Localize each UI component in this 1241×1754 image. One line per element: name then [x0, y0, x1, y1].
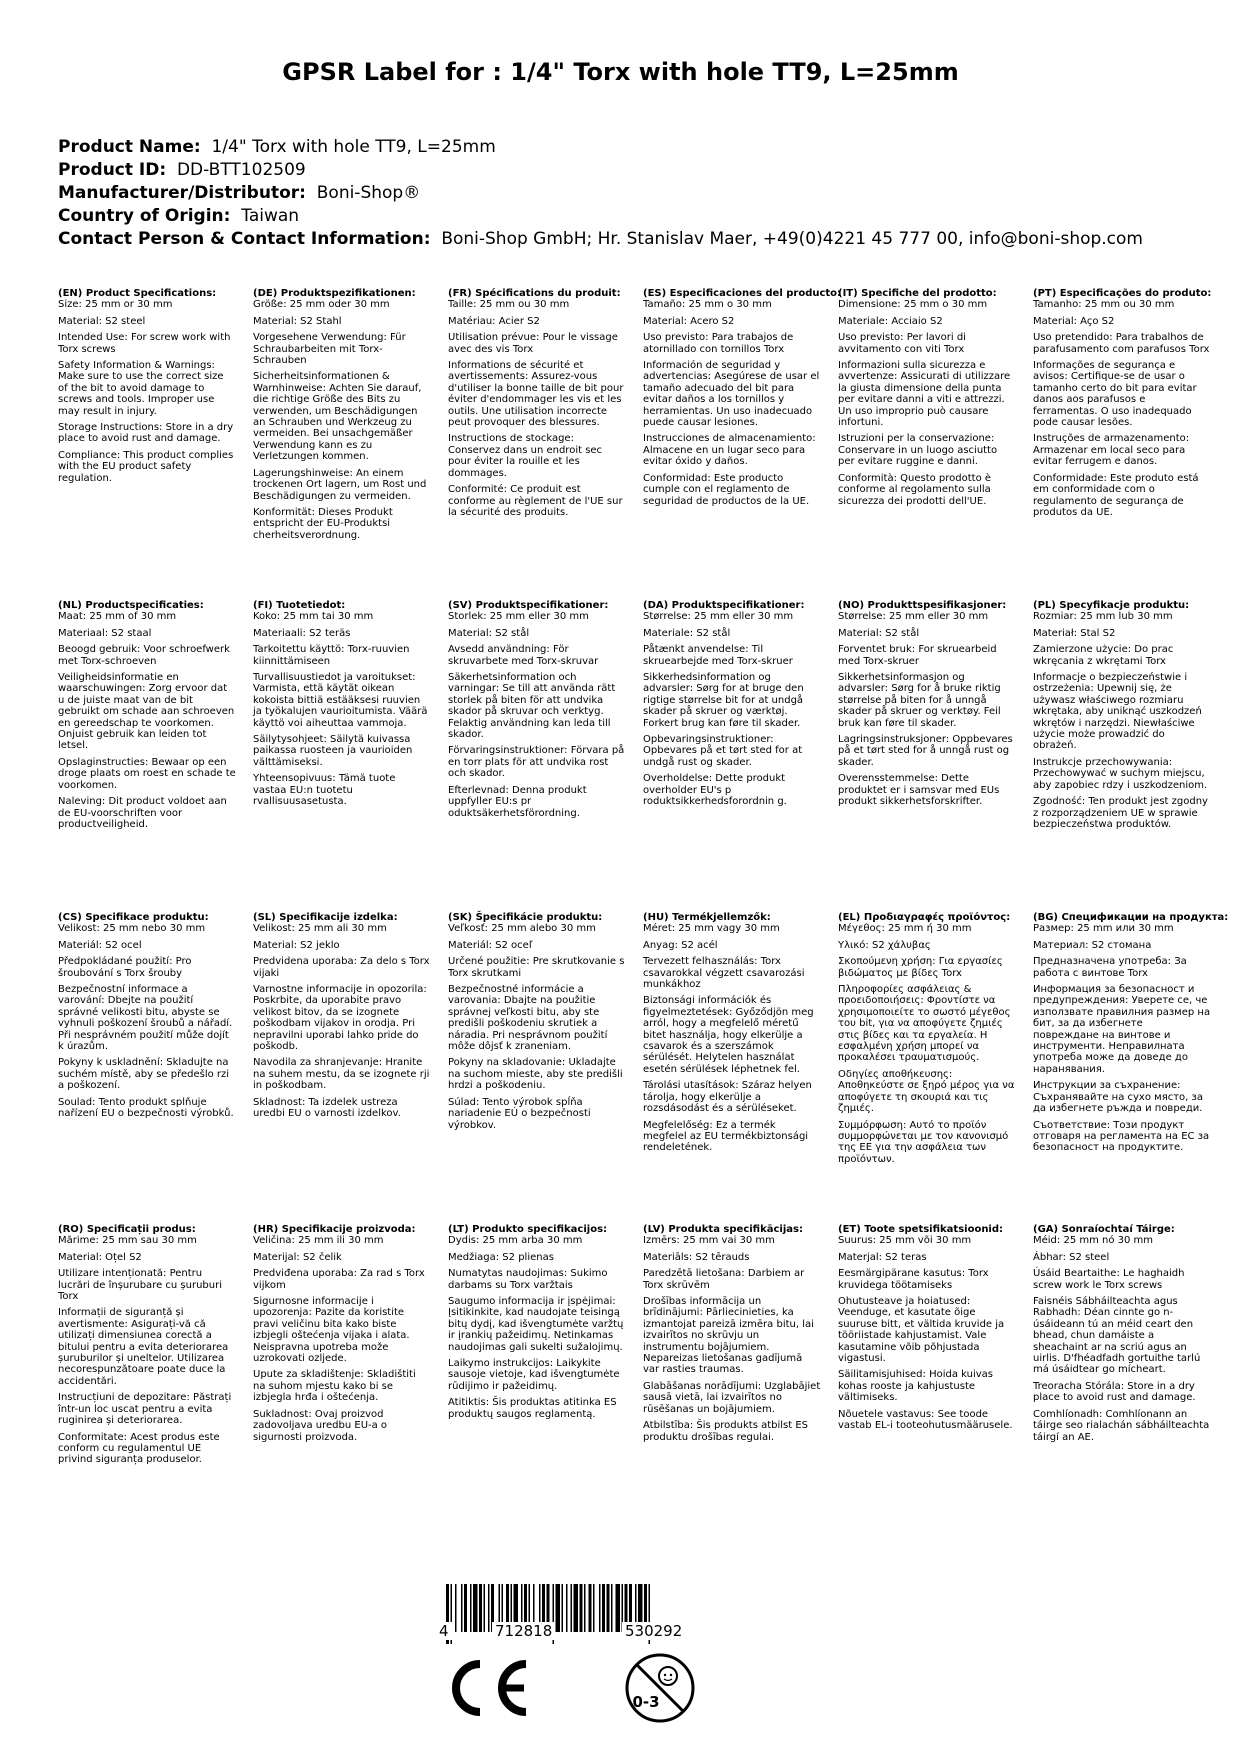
section-paragraph: Conformidad: Este producto cumple con el reglamento de seguridad de productos de la UE.	[643, 472, 810, 507]
section-paragraph: Conformità: Questo prodotto è conforme al regolamento sulla sicurezza dei prodotti dell'UE.	[838, 472, 992, 507]
section-paragraph: Soulad: Tento produkt splňuje nařízení EU o bezpečnosti výrobků.	[58, 1096, 234, 1120]
section-title: (EL) Προδιαγραφές προϊόντος:	[838, 912, 1011, 923]
info-label: Manufacturer/Distributor:	[58, 183, 306, 203]
language-section	[1033, 288, 1211, 523]
language-section	[58, 1224, 236, 1471]
section-paragraph: Opslaginstructies: Bewaar op een droge plaats om roest en schade te voorkomen.	[58, 756, 236, 791]
section-paragraph: Material: Oțel S2	[58, 1251, 142, 1263]
section-paragraph: Material: S2 jeklo	[253, 939, 340, 951]
language-section	[838, 600, 1016, 813]
section-paragraph: Predvidena uporaba: Za delo s Torx vijaki	[253, 956, 430, 979]
section-paragraph: Συμμόρφωση: Αυτό το προϊόν συμμορφώνεται με τον κανονισμό της ΕΕ για την ασφάλεια των προϊόντων.	[838, 1119, 1009, 1165]
section-title: (SK) Špecifikácie produktu:	[448, 912, 603, 923]
section-title: (ET) Toote spetsifikatsioonid:	[838, 1224, 1004, 1235]
section-paragraph: Megfelelőség: Ez a termék megfelel az EU termékbiztonsági rendeletének.	[643, 1119, 809, 1154]
section-paragraph: Material: Aço S2	[1033, 315, 1115, 327]
section-paragraph: Bezpečnostní informace a varování: Dbejte na použití správné velikosti bitu, abyste se vyhnuli poškození šroubů a nářadí. Při nesprávném použití může dojít k úrazům.	[58, 984, 233, 1053]
section-paragraph: Předpokládané použití: Pro šroubování s Torx šrouby	[58, 956, 192, 979]
section-paragraph: Eesmärgipärane kasutus: Torx kruvidega töötamiseks	[838, 1268, 989, 1291]
section-paragraph: Comhlíonadh: Comhlíonann an táirge seo rialachán sábháilteachta táirgí an AE.	[1033, 1408, 1210, 1443]
section-paragraph: Materiaal: S2 staal	[58, 627, 152, 639]
section-paragraph: Informazioni sulla sicurezza e avvertenze: Assicurati di utilizzare la giusta dimensione della punta per evitare danni a viti e attrezzi. Un uso improprio può causare infortuni.	[838, 360, 1011, 429]
section-paragraph: Overholdelse: Dette produkt overholder EU's p roduktsikkerhedsforordnin g.	[643, 773, 787, 808]
section-paragraph: Uso previsto: Para trabajos de atornillado con tornillos Torx	[643, 332, 794, 355]
section-paragraph: Skladnost: Ta izdelek ustreza uredbi EU o varnosti izdelkov.	[253, 1096, 401, 1120]
section-paragraph: Paredzētā lietošana: Darbiem ar Torx skrūvēm	[643, 1268, 805, 1291]
info-value: Boni-Shop GmbH; Hr. Stanislav Maer, +49(0)4221 45 777 00, info@boni-shop.com	[441, 229, 1143, 249]
section-title: (GA) Sonraíochtaí Táirge:	[1033, 1224, 1175, 1235]
barcode-digits-left: 712818	[492, 1622, 555, 1640]
language-section	[838, 288, 1016, 512]
section-paragraph: Vorgesehene Verwendung: Für Schraubarbeiten mit Torx-Schrauben	[253, 332, 406, 367]
section-paragraph: Uso previsto: Per lavori di avvitamento con viti Torx	[838, 332, 966, 355]
section-paragraph: Påtænkt anvendelse: Til skruearbejde med Torx-skruer	[643, 644, 793, 667]
section-paragraph: Ábhar: S2 steel	[1033, 1251, 1110, 1263]
product-info	[58, 136, 1143, 251]
section-paragraph: Tervezett felhasználás: Torx csavarokkal végzett csavarozási munkákhoz	[643, 956, 805, 991]
section-paragraph: Storage Instructions: Store in a dry place to avoid rust and damage.	[58, 422, 234, 445]
section-paragraph: Velikost: 25 mm nebo 30 mm	[58, 923, 206, 935]
not-for-children-0-3-icon	[624, 1652, 696, 1724]
section-title: (ES) Especificaciones del producto:	[643, 288, 842, 299]
section-paragraph: Koko: 25 mm tai 30 mm	[253, 611, 374, 623]
section-paragraph: Opbevaringsinstruktioner: Opbevares på et tørt sted for at undgå rust og skader.	[643, 734, 803, 768]
section-paragraph: Sicherheitsinformationen & Warnhinweise: Achten Sie darauf, die richtige Größe des Bits zu verwenden, um Beschädigungen an Schrauben und Werkzeug zu vermeiden. Bei unsachgemäßer Verwendung kann es zu Verletzungen kommen.	[253, 371, 422, 463]
section-paragraph: Veiligheidsinformatie en waarschuwingen: Zorg ervoor dat u de juiste maat van de bit gebruikt om schade aan schroeven en gereedschap te voorkomen. Onjuist gebruik kan leiden tot letsel.	[58, 672, 235, 752]
section-paragraph: Drošības informācija un brīdinājumi: Pārliecinieties, ka izmantojat pareizā izmēra bitu, lai izvairītos no skrūvju un instrumentu bojājumiem. Nepareizas lietošanas gadījumā var rasties traumas.	[643, 1296, 814, 1376]
section-paragraph: Atbilstība: Šis produkts atbilst ES produktu drošības regulai.	[643, 1420, 809, 1443]
page-title: GPSR Label for : 1/4" Torx with hole TT9, L=25mm	[282, 58, 959, 86]
section-paragraph: Material: S2 steel	[58, 315, 146, 327]
section-paragraph: Material: S2 stål	[838, 627, 920, 639]
language-section	[253, 288, 431, 546]
section-title: (HU) Termékjellemzők:	[643, 912, 771, 923]
section-paragraph: Size: 25 mm or 30 mm	[58, 299, 173, 311]
language-section	[838, 912, 1016, 1170]
section-paragraph: Biztonsági információk és figyelmeztetések: Győződjön meg arról, hogy a megfelelő méretű bitet használja, hogy elkerülje a csavarok és a szerszámok sérülését. Helytelen használat esetén sérülések léphetnek fel.	[643, 995, 814, 1075]
section-paragraph: Utilisation prévue: Pour le vissage avec des vis Torx	[448, 332, 618, 355]
section-paragraph: Informații de siguranță și avertismente: Asigurați-vă că utilizați dimensiunea corectă a bitului pentru a evita deteriorarea șuruburilor și uneltelor. Utilizarea necorespunzătoare poate duce la accidentări.	[58, 1307, 229, 1387]
section-paragraph: Zamierzone użycie: Do prac wkręcania z wkrętami Torx	[1033, 644, 1174, 667]
section-paragraph: Zgodność: Ten produkt jest zgodny z rozporządzeniem UE w sprawie bezpieczeństwa produktów.	[1033, 796, 1208, 830]
section-paragraph: Instructions de stockage: Conservez dans un endroit sec pour éviter la rouille et les dommages.	[448, 433, 603, 479]
section-paragraph: Faisnéis Sábháilteachta agus Rabhadh: Déan cinnte go n-úsáideann tú an méid ceart den bhead, chun damáiste a sheachaint ar na scriú agus an uirlis. D'fhéadfadh gortuithe tarlú má úsáidtear go mícheart.	[1033, 1296, 1201, 1376]
section-title: (PT) Especificações do produto:	[1033, 288, 1212, 299]
section-paragraph: Materiaali: S2 teräs	[253, 627, 351, 639]
section-paragraph: Materiál: S2 ocel	[58, 939, 142, 951]
language-section	[1033, 600, 1211, 835]
section-paragraph: Tamanho: 25 mm ou 30 mm	[1033, 299, 1175, 311]
section-paragraph: Tárolási utasítások: Száraz helyen tárolja, hogy elkerülje a rozsdásodást és a sérüléseket.	[643, 1080, 812, 1115]
section-title: (LT) Produkto specifikacijos:	[448, 1224, 608, 1235]
section-paragraph: Størrelse: 25 mm eller 30 mm	[838, 611, 989, 623]
section-paragraph: Storlek: 25 mm eller 30 mm	[448, 611, 589, 623]
section-paragraph: Safety Information & Warnings: Make sure to use the correct size of the bit to avoid damage to screws and tools. Improper use may result in injury.	[58, 360, 224, 417]
info-label: Contact Person & Contact Information:	[58, 229, 431, 249]
section-paragraph: Material: S2 Stahl	[253, 315, 342, 327]
section-paragraph: Saugumo informacija ir įspėjimai: Įsitikinkite, kad naudojate teisingą bitų dydį, kad išvengtumėte varžtų ir įrankių pažeidimų. Netinkamas naudojimas gali sukelti sužalojimų.	[448, 1296, 624, 1353]
section-paragraph: Materijal: S2 čelik	[253, 1251, 342, 1263]
section-paragraph: Sigurnosne informacije i upozorenja: Pazite da koristite pravi veličinu bita kako biste izbjegli oštećenja vijaka i alata. Neispravna upotreba može uzrokovati ozljede.	[253, 1296, 410, 1365]
section-paragraph: Tarkoitettu käyttö: Torx-ruuvien kiinnittämiseen	[253, 644, 410, 667]
section-paragraph: Laikymo instrukcijos: Laikykite sausoje vietoje, kad išvengtumėte rūdijimo ir pažeidimų.	[448, 1358, 620, 1392]
section-paragraph: Materjal: S2 teras	[838, 1251, 927, 1263]
age-range-label: 0-3	[632, 1693, 660, 1711]
section-paragraph: Anyag: S2 acél	[643, 939, 718, 951]
section-paragraph: Veľkosť: 25 mm alebo 30 mm	[448, 923, 596, 935]
section-paragraph: Mărime: 25 mm sau 30 mm	[58, 1235, 197, 1247]
section-paragraph: Größe: 25 mm oder 30 mm	[253, 299, 390, 311]
section-paragraph: Sikkerhetsinformasjon og advarsler: Sørg for å bruke riktig størrelse på biten for å unngå skader på skruer og verktøy. Feil bruk kan føre til skader.	[838, 672, 1001, 729]
section-paragraph: Bezpečnostné informácie a varovania: Dbajte na použitie správnej veľkosti bitu, aby ste predišli poškodeniu skrutiek a náradia. Pri nesprávnom použití môže dôjsť k zraneniam.	[448, 984, 608, 1053]
section-paragraph: Materiale: Acciaio S2	[838, 315, 943, 327]
language-section	[58, 600, 236, 835]
section-paragraph: Størrelse: 25 mm eller 30 mm	[643, 611, 794, 623]
section-paragraph: Numatytas naudojimas: Sukimo darbams su Torx varžtais	[448, 1268, 608, 1291]
section-paragraph: Konformität: Dieses Produkt entspricht der EU-Produktsi cherheitsverordnung.	[253, 506, 393, 541]
section-paragraph: Predviđena uporaba: Za rad s Torx vijkom	[253, 1268, 425, 1291]
section-title: (SV) Produktspecifikationer:	[448, 600, 609, 611]
section-paragraph: Μέγεθος: 25 mm ή 30 mm	[838, 923, 972, 935]
language-section	[58, 288, 236, 489]
language-section	[253, 912, 431, 1125]
section-paragraph: Glabāšanas norādījumi: Uzglabājiet sausā vietā, lai izvairītos no rūsēšanas un bojājumiem.	[643, 1380, 821, 1415]
manufacturer-row	[58, 182, 1143, 205]
barcode-digit-prefix: 4	[436, 1622, 452, 1640]
language-section	[1033, 1224, 1211, 1448]
product-name-row	[58, 136, 1143, 159]
contact-row	[58, 228, 1143, 251]
language-section	[448, 1224, 626, 1425]
language-section	[643, 288, 842, 512]
language-section	[448, 600, 626, 824]
language-section	[643, 912, 821, 1159]
section-paragraph: Velikost: 25 mm ali 30 mm	[253, 923, 387, 935]
section-title: (SL) Specifikacije izdelka:	[253, 912, 398, 923]
section-paragraph: Οδηγίες αποθήκευσης: Αποθηκεύστε σε ξηρό μέρος για να αποφύγετε τη σκουριά και τις ζημιές.	[838, 1068, 1015, 1115]
section-title: (LV) Produkta specifikācijas:	[643, 1224, 803, 1235]
section-paragraph: Maat: 25 mm of 30 mm	[58, 611, 177, 623]
language-section	[838, 1224, 1016, 1437]
section-paragraph: Medžiaga: S2 plienas	[448, 1251, 554, 1263]
section-paragraph: Lagerungshinweise: An einem trockenen Ort lagern, um Rost und Beschädigungen zu vermeiden.	[253, 467, 427, 502]
section-paragraph: Izmērs: 25 mm vai 30 mm	[643, 1235, 775, 1247]
section-title: (FR) Spécifications du produit:	[448, 288, 621, 299]
section-paragraph: Información de seguridad y advertencias: Asegúrese de usar el tamaño adecuado del bit para evitar daños a los tornillos y herramientas. Un uso inadecuado puede causar lesiones.	[643, 360, 820, 429]
section-paragraph: Materiál: S2 oceľ	[448, 939, 533, 951]
language-section	[1033, 912, 1229, 1159]
section-paragraph: Dydis: 25 mm arba 30 mm	[448, 1235, 583, 1247]
section-paragraph: Предназначена употреба: За работа с винтове Torx	[1033, 956, 1187, 979]
section-title: (FI) Tuotetiedot:	[253, 600, 346, 611]
section-paragraph: Rozmiar: 25 mm lub 30 mm	[1033, 611, 1173, 623]
section-paragraph: Pokyny na skladovanie: Ukladajte na suchom mieste, aby ste predišli hrdzi a poškodeniu.	[448, 1057, 623, 1092]
section-paragraph: Förvaringsinstruktioner: Förvara på en torr plats för att undvika rost och skador.	[448, 745, 625, 780]
language-section	[253, 1224, 431, 1448]
section-paragraph: Lagringsinstruksjoner: Oppbevares på et tørt sted for å unngå rust og skader.	[838, 734, 1013, 768]
section-title: (IT) Specifiche del prodotto:	[838, 288, 997, 299]
section-title: (RO) Specificații produs:	[58, 1224, 196, 1235]
section-paragraph: Tamaño: 25 mm o 30 mm	[643, 299, 772, 311]
section-paragraph: Atitiktis: Šis produktas atitinka ES produktų saugos reglamentą.	[448, 1397, 617, 1420]
section-paragraph: Turvallisuustiedot ja varoitukset: Varmista, että käytät oikean kokoista bittiä estääksesi ruuvien ja työkalujen vaurioitumista. Väärä käyttö voi aiheuttaa vammoja.	[253, 672, 428, 729]
section-paragraph: Informações de segurança e avisos: Certifique-se de usar o tamanho certo do bit para evitar danos aos parafusos e ferramentas. O uso inadequado pode causar lesões.	[1033, 360, 1197, 429]
section-paragraph: Conformité: Ce produit est conforme au règlement de l'UE sur la sécurité des produits.	[448, 484, 623, 518]
barcode-digits-right: 530292	[622, 1622, 685, 1640]
section-paragraph: Materiał: Stal S2	[1033, 627, 1116, 639]
section-paragraph: Súlad: Tento výrobok spĺňa nariadenie EÚ o bezpečnosti výrobkov.	[448, 1096, 591, 1131]
section-paragraph: Instrucciones de almacenamiento: Almacene en un lugar seco para evitar óxido y daños.	[643, 433, 816, 468]
section-title: (DA) Produktspecifikationer:	[643, 600, 805, 611]
section-paragraph: Informacje o bezpieczeństwie i ostrzeżenia: Upewnij się, że używasz właściwego rozmiaru wkrętaka, aby uniknąć uszkodzeń wkrętów i narzędzi. Niewłaściwe użycie może prowadzić do obrażeń.	[1033, 672, 1202, 752]
section-paragraph: Material: Acero S2	[643, 315, 735, 327]
section-paragraph: Istruzioni per la conservazione: Conservare in un luogo asciutto per evitare ruggine e danni.	[838, 433, 998, 468]
section-paragraph: Naleving: Dit product voldoet aan de EU-voorschriften voor productveiligheid.	[58, 796, 227, 830]
section-title: (EN) Product Specifications:	[58, 288, 217, 299]
info-value: Taiwan	[241, 206, 300, 226]
language-section	[448, 288, 626, 523]
section-paragraph: Efterlevnad: Denna produkt uppfyller EU:s pr oduktsäkerhetsförordning.	[448, 784, 587, 819]
section-paragraph: Overensstemmelse: Dette produktet er i samsvar med EUs produkt sikkerhetsforskrifter.	[838, 773, 1000, 808]
section-paragraph: Säilytysohjeet: Säilytä kuivassa paikassa ruosteen ja vaurioiden välttämiseksi.	[253, 734, 413, 768]
language-section	[448, 912, 626, 1136]
ce-mark-icon	[448, 1658, 533, 1718]
section-paragraph: Treoracha Stórála: Store in a dry place to avoid rust and damage.	[1033, 1380, 1196, 1404]
section-paragraph: Veličina: 25 mm ili 30 mm	[253, 1235, 384, 1247]
section-paragraph: Conformitate: Acest produs este conform cu regulamentul UE privind siguranța produselor.	[58, 1431, 220, 1466]
language-section	[643, 1224, 821, 1448]
section-paragraph: Materiāls: S2 tērauds	[643, 1251, 750, 1263]
section-paragraph: Sikkerhedsinformation og advarsler: Sørg for at bruge den rigtige størrelse bit for at undgå skader på skruer og værktøj. Forkert brug kan føre til skader.	[643, 672, 804, 729]
section-paragraph: Dimensione: 25 mm o 30 mm	[838, 299, 988, 311]
product-id-row	[58, 159, 1143, 182]
section-paragraph: Intended Use: For screw work with Torx screws	[58, 332, 231, 355]
section-paragraph: Nõuetele vastavus: See toode vastab EL-i tooteohutusmäärusele.	[838, 1408, 1013, 1432]
section-paragraph: Instrukcje przechowywania: Przechowywać w suchym miejscu, aby zapobiec rdzy i uszkodzeniom.	[1033, 756, 1208, 791]
info-label: Product ID:	[58, 160, 167, 180]
section-paragraph: Méid: 25 mm nó 30 mm	[1033, 1235, 1154, 1247]
info-value: DD-BTT102509	[176, 160, 306, 180]
section-title: (NL) Productspecificaties:	[58, 600, 204, 611]
section-paragraph: Navodila za shranjevanje: Hranite na suhem mestu, da se izognete rji in poškodbam.	[253, 1057, 430, 1092]
language-section	[643, 600, 821, 813]
section-paragraph: Informations de sécurité et avertissements: Assurez-vous d'utiliser la bonne taille de bit pour éviter d'endommager les vis et les outils. Une utilisation incorrecte peut provoquer des blessures.	[448, 360, 624, 429]
section-paragraph: Materiale: S2 stål	[643, 627, 731, 639]
section-paragraph: Säilitamisjuhised: Hoida kuivas kohas rooste ja kahjustuste vältimiseks.	[838, 1369, 994, 1404]
section-paragraph: Σκοπούμενη χρήση: Για εργασίες βιδώματος με βίδες Torx	[838, 956, 1003, 979]
info-value: 1/4" Torx with hole TT9, L=25mm	[211, 137, 496, 157]
section-paragraph: Yhteensopivuus: Tämä tuote vastaa EU:n tuotetu rvallisuusasetusta.	[253, 773, 396, 808]
section-paragraph: Avsedd användning: För skruvarbete med Torx-skruvar	[448, 644, 599, 667]
section-paragraph: Varnostne informacije in opozorila: Poskrbite, da uporabite pravo velikost bitov, da se izognete poškodbam vijakov in orodja. Pri nepravilni uporabi lahko pride do poškodb.	[253, 984, 427, 1053]
section-title: (NO) Produkttspesifikasjoner:	[838, 600, 1007, 611]
language-sections-grid	[58, 288, 1238, 1478]
section-paragraph: Taille: 25 mm ou 30 mm	[448, 299, 570, 311]
section-paragraph: Съответствие: Този продукт отговаря на регламента на ЕС за безопасност на продуктите.	[1033, 1119, 1210, 1154]
country-row	[58, 205, 1143, 228]
section-title: (HR) Specifikacije proizvoda:	[253, 1224, 416, 1235]
info-label: Country of Origin:	[58, 206, 231, 226]
section-paragraph: Conformidade: Este produto está em conformidade com o regulamento de segurança de produtos da UE.	[1033, 472, 1199, 518]
section-paragraph: Material: S2 stål	[448, 627, 530, 639]
language-section	[253, 600, 431, 813]
section-paragraph: Méret: 25 mm vagy 30 mm	[643, 923, 780, 935]
section-paragraph: Ohutusteave ja hoiatused: Veenduge, et kasutate õige suuruse bitt, et vältida kruvide ja tööriistade kahjustamist. Vale kasutamine võib põhjustada vigastusi.	[838, 1296, 1005, 1365]
section-paragraph: Инструкции за съхранение: Съхранявайте на сухо място, за да избегнете ръжда и повреди.	[1033, 1080, 1203, 1115]
section-paragraph: Úsáid Beartaithe: Le haghaidh screw work le Torx screws	[1033, 1268, 1185, 1291]
section-paragraph: Compliance: This product complies with the EU product safety regulation.	[58, 449, 234, 484]
section-paragraph: Uso pretendido: Para trabalhos de parafusamento com parafusos Torx	[1033, 332, 1210, 355]
section-paragraph: Πληροφορίες ασφάλειας & προειδοποιήσεις: Φροντίστε να χρησιμοποιείτε το σωστό μέγεθος του bit, για να αποφύγετε ζημιές στις βίδες και τα εργαλεία. Η εσφαλμένη χρήση μπορεί να προκαλέσει τραυματισμούς.	[838, 984, 1011, 1064]
section-paragraph: Beoogd gebruik: Voor schroefwerk met Torx-schroeven	[58, 644, 230, 667]
section-paragraph: Υλικό: S2 χάλυβας	[838, 939, 931, 951]
section-paragraph: Suurus: 25 mm või 30 mm	[838, 1235, 972, 1247]
section-paragraph: Sukladnost: Ovaj proizvod zadovoljava uredbu EU-a o sigurnosti proizvoda.	[253, 1408, 388, 1443]
section-title: (PL) Specyfikacje produktu:	[1033, 600, 1190, 611]
info-label: Product Name:	[58, 137, 201, 157]
section-paragraph: Instruções de armazenamento: Armazenar em local seco para evitar ferrugem e danos.	[1033, 433, 1190, 468]
section-paragraph: Forventet bruk: For skruearbeid med Torx-skruer	[838, 644, 997, 667]
section-paragraph: Upute za skladištenje: Skladištiti na suhom mjestu kako bi se izbjegla hrđa i oštećenja.	[253, 1369, 416, 1404]
info-value: Boni-Shop®	[316, 183, 421, 203]
section-title: (CS) Specifikace produktu:	[58, 912, 209, 923]
section-title: (BG) Спецификации на продукта:	[1033, 912, 1229, 923]
section-paragraph: Материал: S2 стомана	[1033, 939, 1152, 951]
section-title: (DE) Produktspezifikationen:	[253, 288, 416, 299]
section-paragraph: Информация за безопасност и предупреждения: Уверете се, че използвате правилния размер на бит, за да избегнете повреждане на винтове и инструменти. Неправилната употреба може да доведе до наранявания.	[1033, 984, 1211, 1075]
section-paragraph: Säkerhetsinformation och varningar: Se till att använda rätt storlek på biten för att undvika skador på skruvar och verktyg. Felaktig användning kan leda till skador.	[448, 672, 616, 741]
section-paragraph: Určené použitie: Pre skrutkovanie s Torx skrutkami	[448, 956, 625, 979]
language-section	[58, 912, 236, 1125]
section-paragraph: Matériau: Acier S2	[448, 315, 540, 327]
section-paragraph: Instrucțiuni de depozitare: Păstrați într-un loc uscat pentru a evita ruginirea și deteriorarea.	[58, 1392, 232, 1427]
section-paragraph: Pokyny k uskladnění: Skladujte na suchém místě, aby se předešlo rzi a poškození.	[58, 1057, 230, 1092]
section-paragraph: Размер: 25 mm или 30 mm	[1033, 923, 1174, 935]
section-paragraph: Utilizare intenționată: Pentru lucrări de înșurubare cu șuruburi Torx	[58, 1268, 222, 1303]
